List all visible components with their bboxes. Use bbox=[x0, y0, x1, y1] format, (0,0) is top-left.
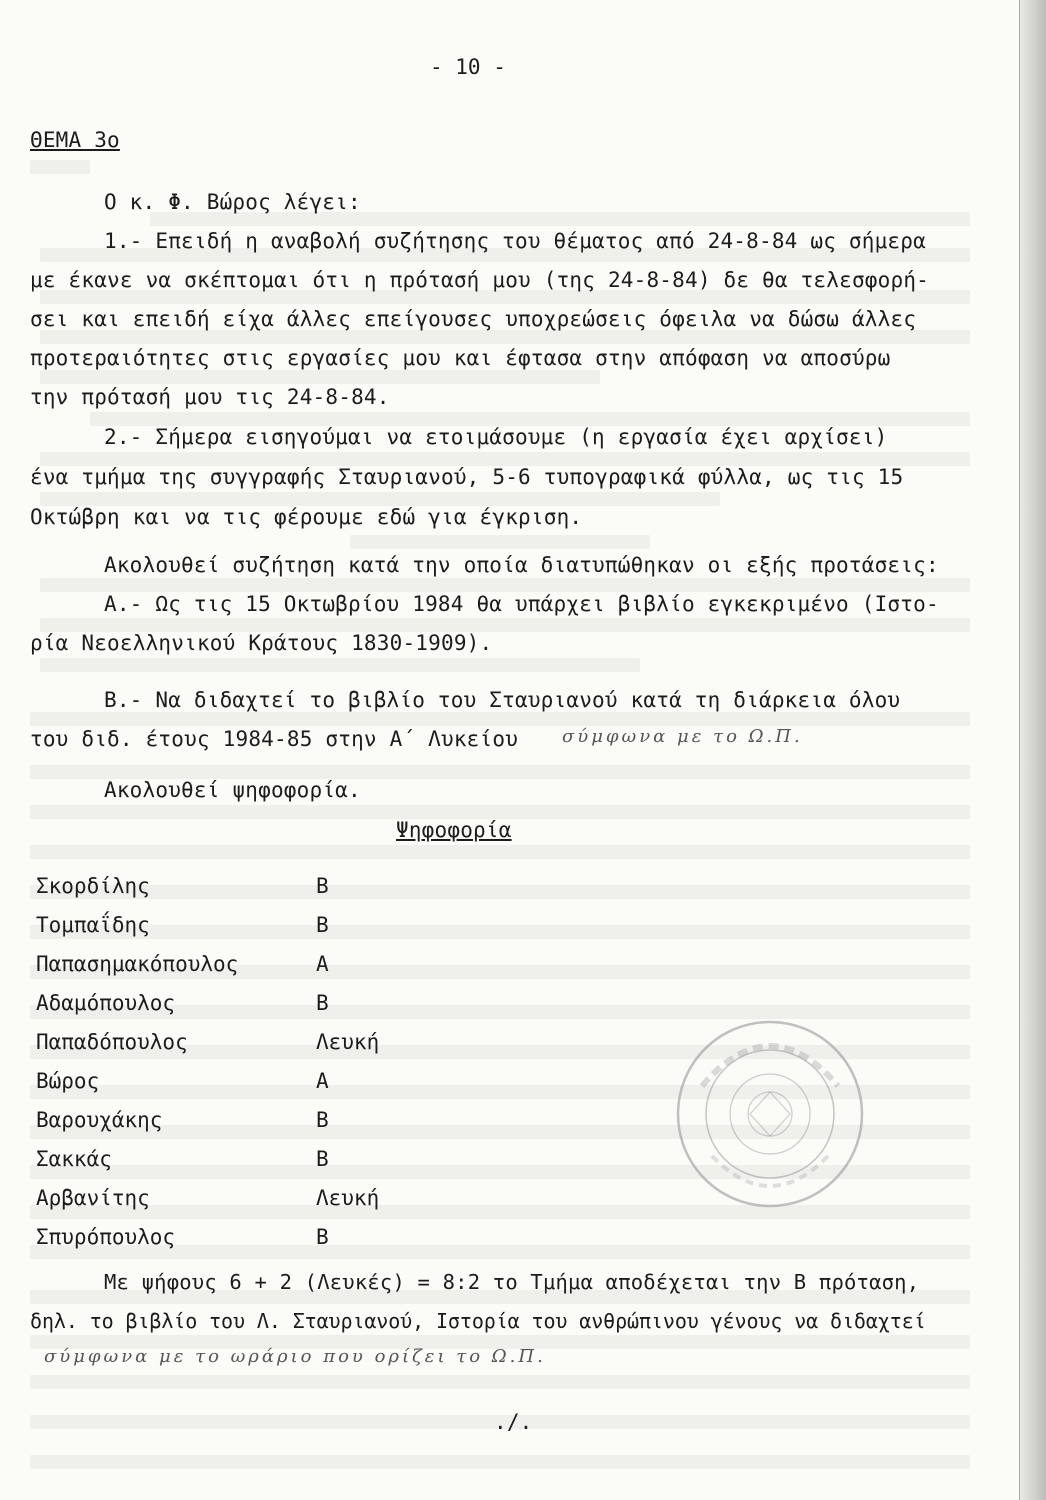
vote-value: Α bbox=[316, 1069, 329, 1093]
intro-line: Ο κ. Φ. Βώρος λέγει: bbox=[104, 190, 361, 214]
vote-name: Παπαδόπουλος bbox=[36, 1030, 188, 1054]
vote-name: Σκορδίλης bbox=[36, 874, 150, 898]
result-line-2: δηλ. το βιβλίο του Λ. Σταυριανού, Ιστορία του ανθρώπινου γένους να διδαχτεί bbox=[30, 1309, 926, 1333]
vote-name: Αρβανίτης bbox=[36, 1186, 150, 1210]
proposal-b-line-1: Β.- Να διδαχτεί το βιβλίο του Σταυριανού κατά τη διάρκεια όλου bbox=[104, 688, 901, 712]
result-line-1: Με ψήφους 6 + 2 (Λευκές) = 8:2 το Τμήμα αποδέχεται την Β πρόταση, bbox=[104, 1270, 920, 1294]
vote-value: Α bbox=[316, 952, 329, 976]
vote-value: Λευκή bbox=[316, 1186, 380, 1210]
end-mark: ./. bbox=[494, 1410, 533, 1434]
section-heading: ΘΕΜΑ 3ο bbox=[30, 128, 120, 152]
paragraph2-line-3: Οκτώβρη και να τις φέρουμε εδώ για έγκριση. bbox=[30, 505, 583, 529]
vote-value: Λευκή bbox=[316, 1030, 380, 1054]
voting-intro: Ακολουθεί ψηφοφορία. bbox=[104, 778, 361, 802]
paragraph2-line-2: ένα τμήμα της συγγραφής Σταυριανού, 5-6 τυπογραφικά φύλλα, ως τις 15 bbox=[30, 465, 904, 489]
discussion-intro: Ακολουθεί συζήτηση κατά την οποία διατυπώθηκαν οι εξής προτάσεις: bbox=[104, 553, 939, 577]
paragraph1-line-1: 1.- Επειδή η αναβολή συζήτησης του θέματος από 24-8-84 ως σήμερα bbox=[104, 229, 926, 253]
vote-value: Β bbox=[316, 991, 329, 1015]
vote-value: Β bbox=[316, 874, 329, 898]
paragraph1-line-4: προτεραιότητες στις εργασίες μου και έφτασα στην απόφαση να αποσύρω bbox=[30, 346, 891, 370]
vote-value: Β bbox=[316, 1225, 329, 1249]
proposal-b-handwritten-note: σύμφωνα με το Ω.Π. bbox=[562, 726, 803, 747]
proposal-b-line-2: του διδ. έτους 1984-85 στην Α΄ Λυκείου bbox=[30, 727, 519, 751]
vote-name: Βώρος bbox=[36, 1069, 100, 1093]
vote-name: Σακκάς bbox=[36, 1147, 112, 1171]
paragraph1-line-2: με έκανε να σκέπτομαι ότι η πρότασή μου (της 24-8-84) δε θα τελεσφορή- bbox=[30, 268, 930, 292]
official-seal-stamp bbox=[672, 1016, 868, 1212]
paragraph1-line-5: την πρότασή μου τις 24-8-84. bbox=[30, 385, 390, 409]
vote-value: Β bbox=[316, 1147, 329, 1171]
voting-title: Ψηφοφορία bbox=[396, 818, 512, 842]
vote-name: Βαρουχάκης bbox=[36, 1108, 163, 1132]
vote-name: Σπυρόπουλος bbox=[36, 1225, 176, 1249]
vote-name: Τομπαΐδης bbox=[36, 913, 150, 937]
vote-value: Β bbox=[316, 913, 329, 937]
paragraph2-line-1: 2.- Σήμερα εισηγούμαι να ετοιμάσουμε (η εργασία έχει αρχίσει) bbox=[104, 425, 888, 449]
page-number: - 10 - bbox=[430, 55, 506, 79]
proposal-a-line-1: Α.- Ως τις 15 Οκτωβρίου 1984 θα υπάρχει βιβλίο εγκεκριμένο (Ιστο- bbox=[104, 592, 939, 616]
proposal-a-line-2: ρία Νεοελληνικού Κράτους 1830-1909). bbox=[30, 631, 493, 655]
vote-name: Παπασημακόπουλος bbox=[36, 952, 239, 976]
paragraph1-line-3: σει και επειδή είχα άλλες επείγουσες υποχρεώσεις όφειλα να δώσω άλλες bbox=[30, 307, 917, 331]
page-edge bbox=[1019, 0, 1046, 1500]
result-handwritten-note: σύμφωνα με το ωράριο που ορίζει το Ω.Π. bbox=[44, 1346, 546, 1367]
vote-value: Β bbox=[316, 1108, 329, 1132]
vote-name: Αδαμόπουλος bbox=[36, 991, 176, 1015]
